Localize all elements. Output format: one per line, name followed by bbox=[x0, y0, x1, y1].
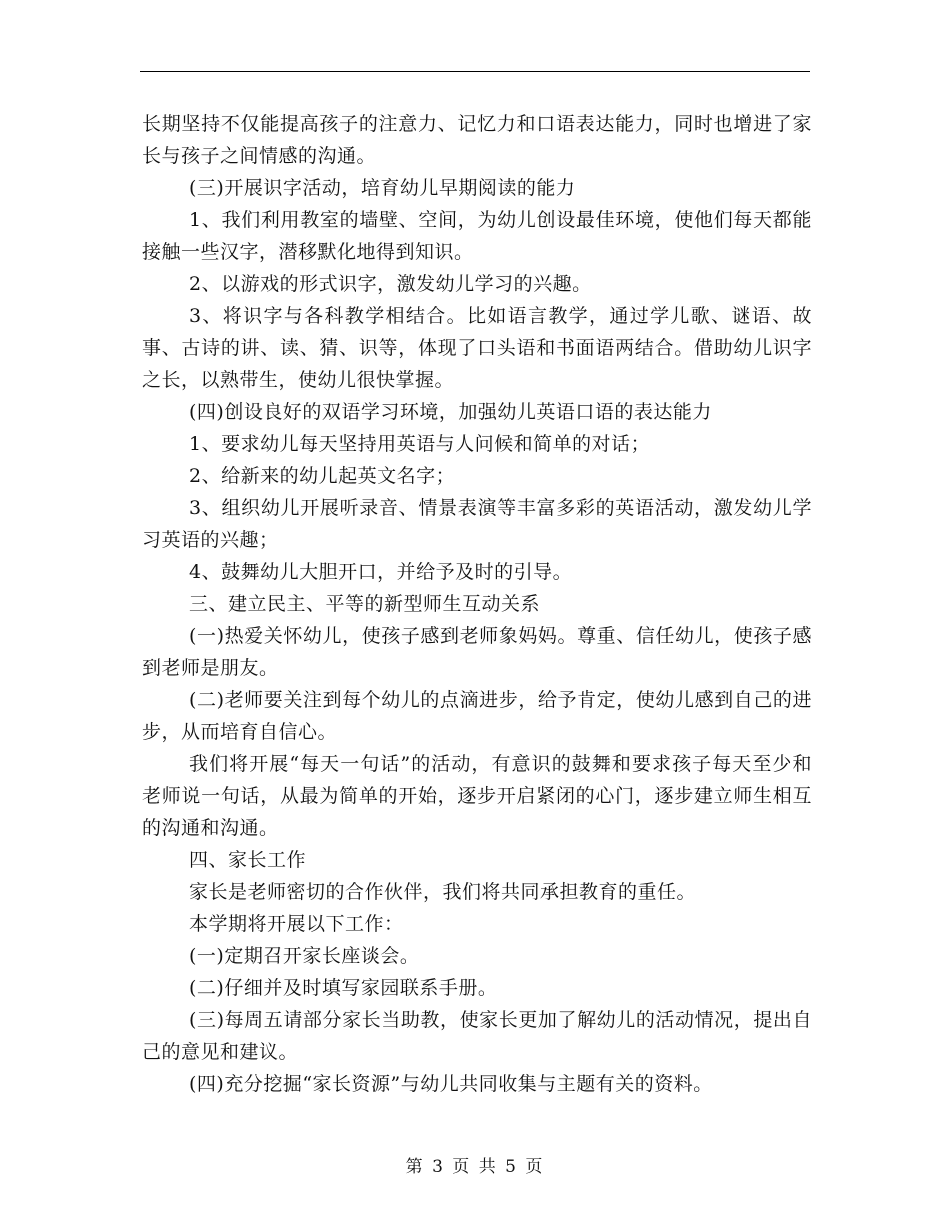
header-rule bbox=[140, 71, 810, 72]
paragraph-4: 2、以游戏的形式识字，激发幼儿学习的兴趣。 bbox=[189, 273, 592, 295]
document-body bbox=[142, 108, 812, 1100]
page-number-footer: 第 3 页 共 5 页 bbox=[405, 1157, 545, 1177]
paragraph-10: 4、鼓舞幼儿大胆开口，并给予及时的引导。 bbox=[189, 561, 573, 583]
paragraph-7: 1、要求幼儿每天坚持用英语与人问候和简单的对话； bbox=[189, 433, 651, 455]
paragraph-6: (四)创设良好的双语学习环境，加强幼儿英语口语的表达能力 bbox=[189, 401, 712, 423]
paragraph-21: (四)充分挖掘“家长资源”与幼儿共同收集与主题有关的资料。 bbox=[189, 1073, 713, 1095]
paragraph-15: 四、家长工作 bbox=[189, 849, 307, 871]
paragraph-12: (一)热爱关怀幼儿，使孩子感到老师象妈妈。尊重、信任幼儿，使孩子感到老师是朋友。 bbox=[142, 625, 812, 679]
paragraph-19: (二)仔细并及时填写家园联系手册。 bbox=[189, 977, 498, 999]
paragraph-14: 我们将开展“每天一句话”的活动，有意识的鼓舞和要求孩子每天至少和老师说一句话，从最为简单的开始，逐步开启紧闭的心门，逐步建立师生相互的沟通和沟通。 bbox=[142, 753, 812, 839]
paragraph-1: 长期坚持不仅能提高孩子的注意力、记忆力和口语表达能力，同时也增进了家长与孩子之间情感的沟通。 bbox=[142, 113, 812, 167]
paragraph-17: 本学期将开展以下工作： bbox=[189, 913, 404, 935]
paragraph-13: (二)老师要关注到每个幼儿的点滴进步，给予肯定，使幼儿感到自己的进步，从而培育自信心。 bbox=[142, 689, 812, 743]
paragraph-11: 三、建立民主、平等的新型师生互动关系 bbox=[189, 593, 541, 615]
paragraph-16: 家长是老师密切的合作伙伴，我们将共同承担教育的重任。 bbox=[189, 881, 697, 903]
paragraph-20: (三)每周五请部分家长当助教，使家长更加了解幼儿的活动情况，提出自己的意见和建议。 bbox=[142, 1009, 812, 1063]
paragraph-5: 3、将识字与各科教学相结合。比如语言教学，通过学儿歌、谜语、故事、古诗的讲、读、猜、识等，体现了口头语和书面语两结合。借助幼儿识字之长，以熟带生，使幼儿很快掌握。 bbox=[142, 305, 812, 391]
paragraph-8: 2、给新来的幼儿起英文名字； bbox=[189, 465, 456, 487]
paragraph-18: (一)定期召开家长座谈会。 bbox=[189, 945, 420, 967]
paragraph-2: (三)开展识字活动，培育幼儿早期阅读的能力 bbox=[189, 177, 576, 199]
paragraph-9: 3、组织幼儿开展听录音、情景表演等丰富多彩的英语活动，激发幼儿学习英语的兴趣； bbox=[142, 497, 812, 551]
paragraph-3: 1、我们利用教室的墙壁、空间，为幼儿创设最佳环境，使他们每天都能接触一些汉字，潜移默化地得到知识。 bbox=[142, 209, 812, 263]
